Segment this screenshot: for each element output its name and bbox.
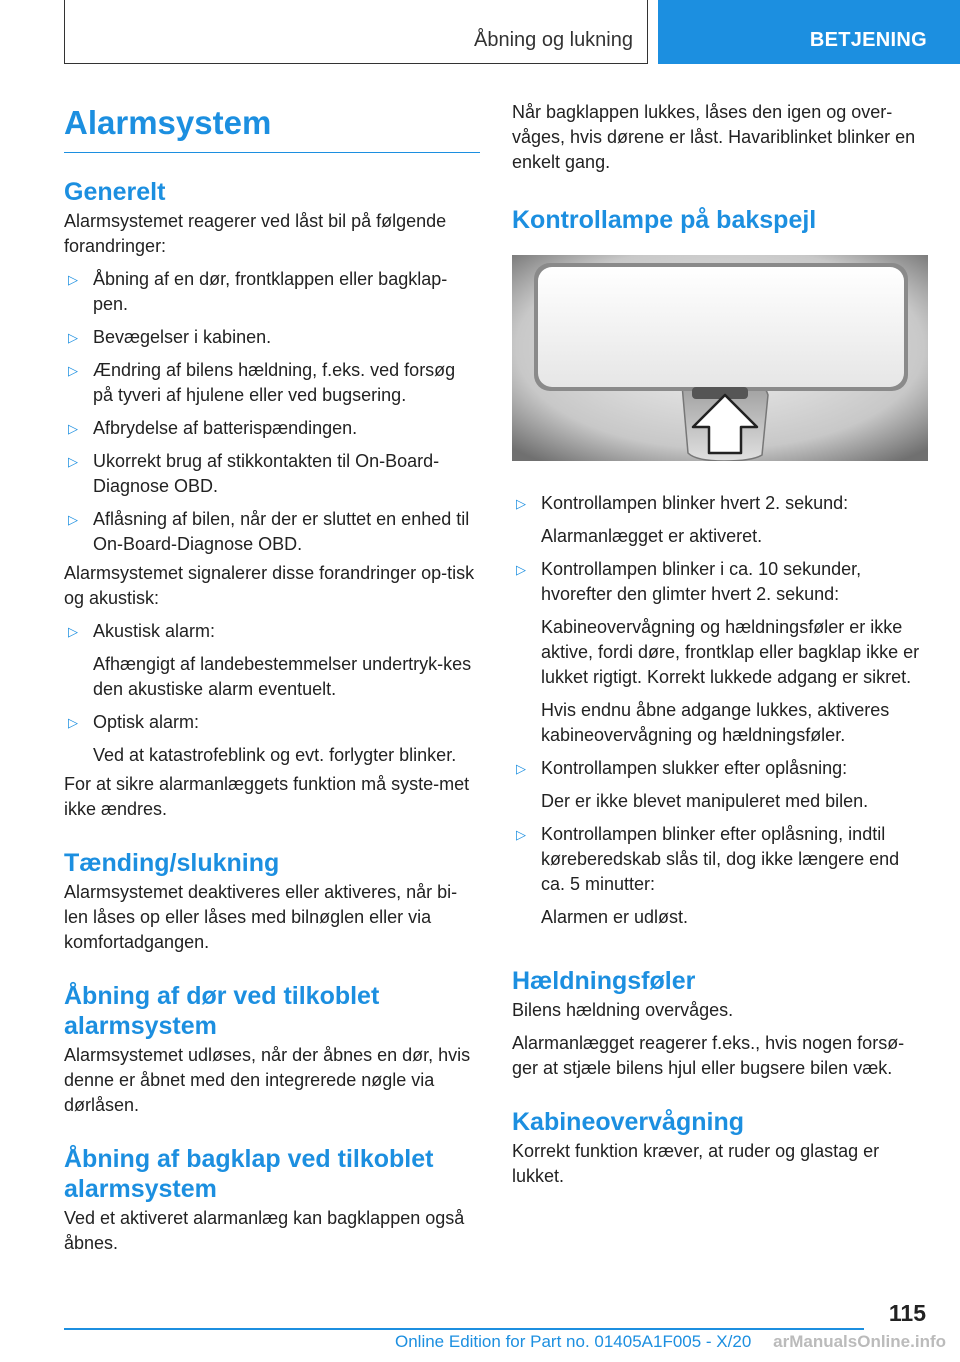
bullet-triangle-icon: ▷ [68, 272, 78, 287]
bullet-triangle-icon: ▷ [516, 562, 526, 577]
bullet-triangle-icon: ▷ [68, 330, 78, 345]
rearview-mirror-illustration [512, 255, 928, 461]
tailgate-alarm-text: Ved et aktiveret alarmanlæg kan bagklappen også åbnes. [64, 1208, 465, 1253]
heading-door-alarm: Åbning af dør ved tilkoblet alarmsystem [64, 982, 380, 1040]
list-item: ▷ Kontrollampen blinker efter oplåsning, indtil køreberedskab slås til, dog ikke længere end ca. 5 minutter: Alarmen er udløst. [516, 824, 900, 927]
signal-list [64, 619, 480, 768]
generelt-outro: For at sikre alarmanlæggets funktion må syste-met ikke ændres. [64, 774, 470, 819]
bullet-triangle-icon: ▷ [68, 715, 78, 730]
footer-divider [64, 1328, 864, 1330]
list-item: ▷ Ukorrekt brug af stikkontakten til On-Board-Diagnose OBD. [68, 451, 440, 496]
list-item: ▷ Optisk alarm: Ved at katastrofeblink og evt. forlygter blinker. [68, 712, 457, 765]
generelt-list [64, 267, 480, 557]
haeld-text-1: Bilens hældning overvåges. [512, 1000, 734, 1020]
signal-text: Alarmsystemet signalerer disse forandringer op-tisk og akustisk: [64, 563, 475, 608]
list-item: ▷ Ændring af bilens hældning, f.eks. ved forsøg på tyveri af hjulene eller ved bugsering. [68, 360, 456, 405]
header-section-box [64, 0, 648, 64]
kabine-text: Korrekt funktion kræver, at ruder og glastag er lukket. [512, 1141, 880, 1186]
heading-haeldningsfoeler: Hældningsføler [512, 967, 696, 995]
header-chapter-tab[interactable] [658, 0, 960, 64]
bullet-triangle-icon: ▷ [516, 761, 526, 776]
list-item: ▷ Kontrollampen blinker i ca. 10 sekunder, hvorefter den glimter hvert 2. sekund: Kabineovervågning og hældningsføler er ikke aktive, fordi døre, frontklap eller bagklap ikke er lukket rigtigt. Korrekt lukkede adgang er sikret. Hvis endnu åbne adgange lukkes, aktiveres kabineovervågning og hældningsføler. [516, 559, 920, 745]
door-alarm-text: Alarmsystemet udløses, når der åbnes en dør, hvis denne er åbnet med den integrerede nøgle via dørlåsen. [64, 1045, 471, 1115]
left-column [64, 100, 480, 1256]
haeld-text-2: Alarmanlægget reagerer f.eks., hvis nogen forsø-ger at stjæle bilens hjul eller bugsere bilen væk. [512, 1033, 905, 1078]
edition-text: Online Edition for Part no. 01405A1F005 - X/20 [395, 1332, 752, 1351]
mirror-indicator-arrow-icon [512, 255, 928, 461]
list-item: ▷ Afbrydelse af batterispændingen. [64, 416, 480, 441]
bullet-triangle-icon: ▷ [68, 454, 78, 469]
heading-kontrollampe: Kontrollampe på bakspejl [512, 206, 817, 234]
heading-taending: Tænding/slukning [64, 849, 280, 877]
bullet-triangle-icon: ▷ [68, 421, 78, 436]
kontrollampe-list [512, 491, 928, 930]
right-column [512, 100, 928, 1189]
heading-tailgate-alarm: Åbning af bagklap ved tilkoblet alarmsystem [64, 1145, 434, 1203]
bullet-triangle-icon: ▷ [516, 496, 526, 511]
tailgate-close-text: Når bagklappen lukkes, låses den igen og over-våges, hvis dørene er låst. Havariblinket blinker en enkelt gang. [512, 102, 916, 172]
list-item: ▷ Akustisk alarm: Afhængigt af landebestemmelser undertryk-kes den akustiske alarm eventuelt. [68, 621, 472, 699]
list-item: ▷ Kontrollampen slukker efter oplåsning: Der er ikke blevet manipuleret med bilen. [516, 758, 869, 811]
list-item: ▷ Aflåsning af bilen, når der er sluttet en enhed til On-Board-Diagnose OBD. [68, 509, 470, 554]
bullet-triangle-icon: ▷ [68, 512, 78, 527]
header-section-title: Åbning og lukning [473, 29, 633, 51]
bullet-triangle-icon: ▷ [516, 827, 526, 842]
list-item: ▷ Åbning af en dør, frontklappen eller bagklap-pen. [68, 269, 448, 314]
page-number: 115 [888, 1300, 926, 1326]
bullet-triangle-icon: ▷ [68, 624, 78, 639]
generelt-intro: Alarmsystemet reagerer ved låst bil på følgende forandringer: [64, 211, 447, 256]
list-item: ▷ Bevægelser i kabinen. [64, 325, 480, 350]
page-title: Alarmsystem [64, 100, 480, 153]
header-chapter-label: BETJENING [809, 29, 927, 51]
heading-generelt: Generelt [64, 178, 166, 206]
taending-text: Alarmsystemet deaktiveres eller aktiveres, når bi-len låses op eller låses med bilnøglen eller via komfortadgangen. [64, 882, 458, 952]
list-item: ▷ Kontrollampen blinker hvert 2. sekund: Alarmanlægget er aktiveret. [516, 493, 849, 546]
watermark: arManualsOnline.info [773, 1332, 946, 1351]
heading-kabineovervaagning: Kabineovervågning [512, 1108, 744, 1136]
bullet-triangle-icon: ▷ [68, 363, 78, 378]
